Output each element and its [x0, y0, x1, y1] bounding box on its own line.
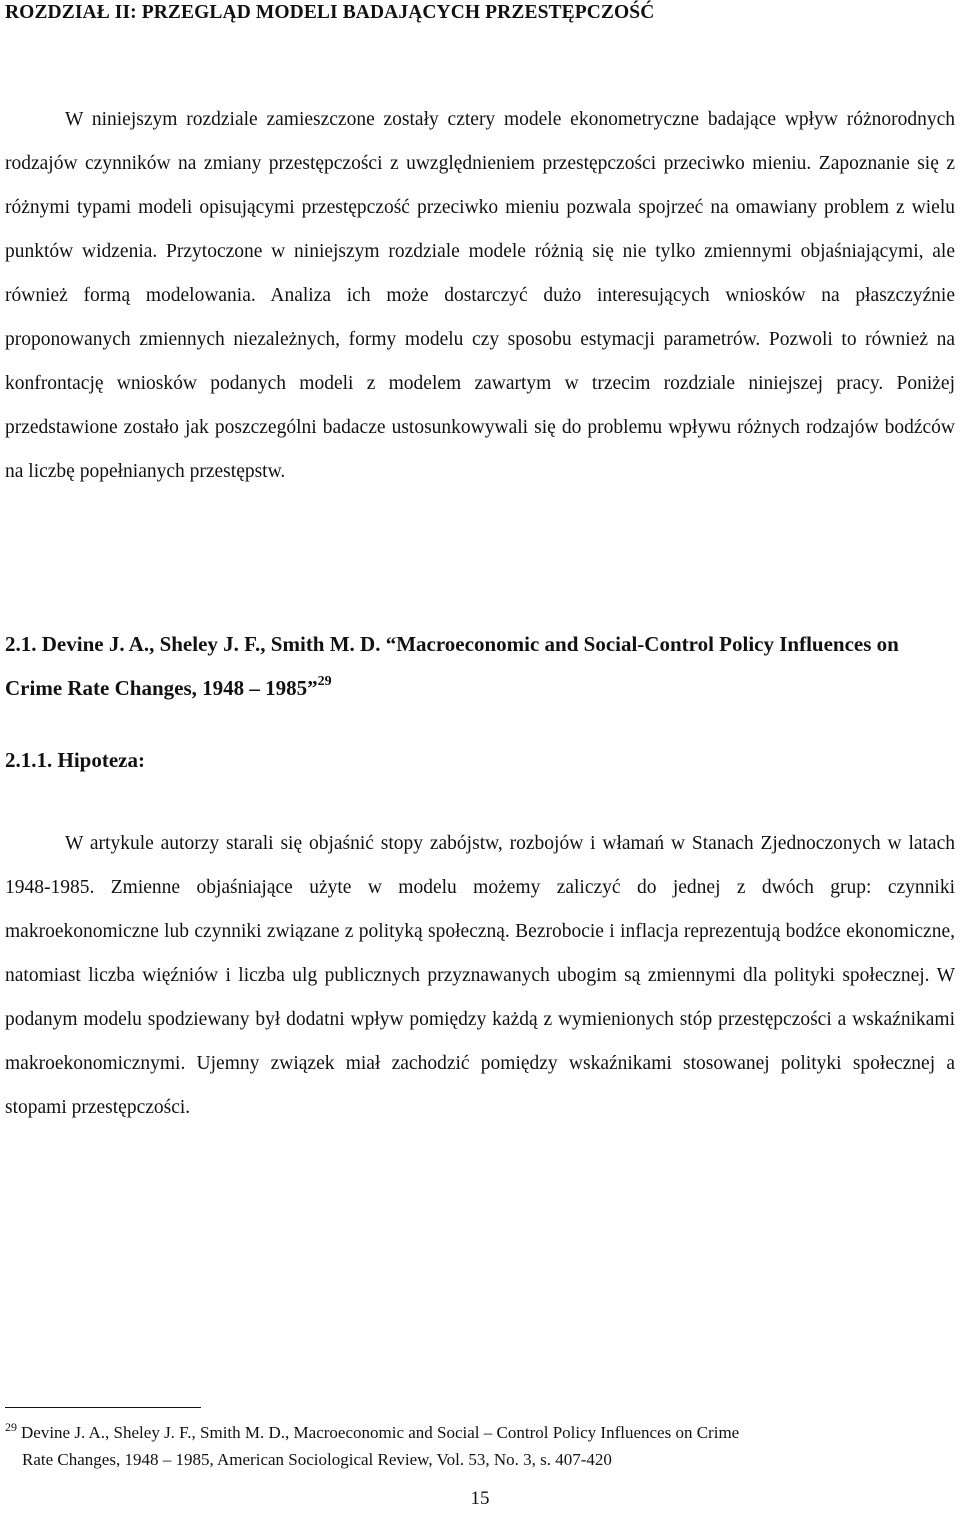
section-heading-text: 2.1. Devine J. A., Sheley J. F., Smith M. D. “Macroeconomic and Social-Control Policy Influences on Crime Rate Changes, 1948 – 1985”: [5, 632, 899, 700]
intro-paragraph: W niniejszym rozdziale zamieszczone zostały cztery modele ekonometryczne badające wpływ różnorodnych rodzajów czynników na zmiany przestępczości z uwzględnieniem przestępczości przeciwko mieniu. Zapoznanie się z różnymi typami modeli opisującymi przestępczość przeciwko mieniu pozwala spojrzeć na omawiany problem z wielu punktów widzenia. Przytoczone w niniejszym rozdziale modele różnią się nie tylko zmiennymi objaśniającymi, ale również formą modelowania. Analiza ich może dostarczyć dużo interesujących wniosków na płaszczyźnie proponowanych zmiennych niezależnych, formy modelu czy sposobu estymacji parametrów. Pozwoli to również na konfrontację wniosków podanych modeli z modelem zawartym w trzecim rozdziale niniejszej pracy. Poniżej przedstawione zostało jak poszczególni badacze ustosunkowywali się do problemu wpływu różnych rodzajów bodźców na liczbę popełnianych przestępstw.: [5, 109, 955, 482]
section-heading: [5, 622, 955, 710]
chapter-title: ROZDZIAŁ II: PRZEGLĄD MODELI BADAJĄCYCH PRZESTĘPCZOŚĆ: [5, 2, 655, 23]
footnote-reference[interactable]: 29: [317, 674, 332, 689]
page-number: 15: [470, 1488, 490, 1509]
subsection-heading: 2.1.1. Hipoteza:: [5, 748, 145, 772]
footnote: [5, 1420, 955, 1473]
footnote-line-2: Rate Changes, 1948 – 1985, American Sociological Review, Vol. 53, No. 3, s. 407-420: [22, 1450, 612, 1469]
footnote-divider: [5, 1407, 201, 1408]
footnote-number: 29: [5, 1420, 17, 1434]
document-page: [5, 0, 955, 1513]
footnote-line-1: Devine J. A., Sheley J. F., Smith M. D., Macroeconomic and Social – Control Policy Influences on Crime: [21, 1423, 740, 1442]
hypothesis-paragraph: W artykule autorzy starali się objaśnić stopy zabójstw, rozbojów i włamań w Stanach Zjednoczonych w latach 1948-1985. Zmienne objaśniające użyte w modelu możemy zaliczyć do jednej z dwóch grup: czynniki makroekonomiczne lub czynniki związane z polityką społeczną. Bezrobocie i inflacja reprezentują bodźce ekonomiczne, natomiast liczba więźniów i liczba ulg publicznych przyznawanych ubogim są zmiennymi dla polityki społecznej. W podanym modelu spodziewany był dodatni wpływ pomiędzy każdą z wymienionych stóp przestępczości a wskaźnikami makroekonomicznymi. Ujemny związek miał zachodzić pomiędzy wskaźnikami stosowanej polityki społecznej a stopami przestępczości.: [5, 833, 955, 1118]
